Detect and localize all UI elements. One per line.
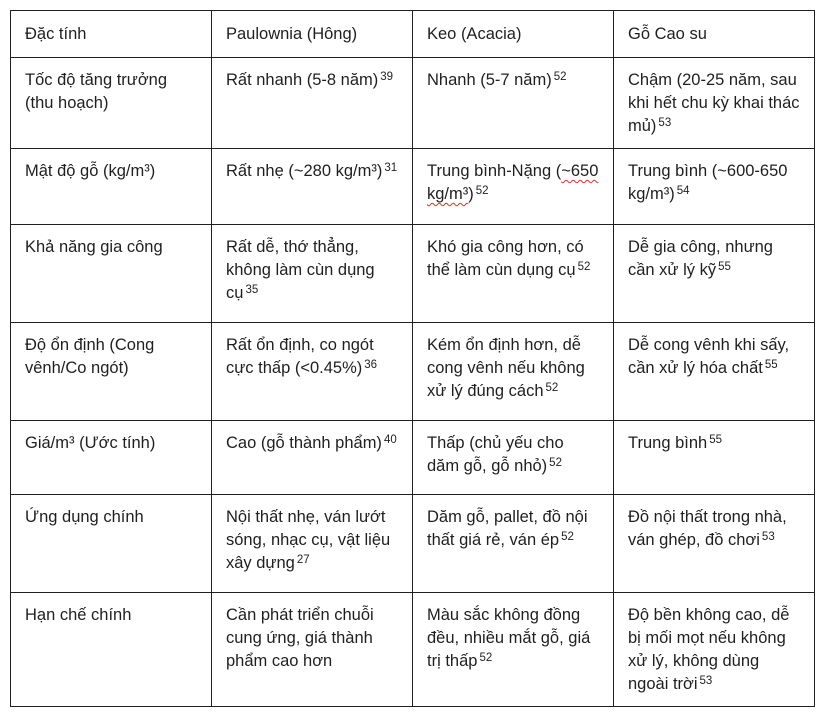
cell-text: Nhanh (5-7 năm) — [427, 71, 552, 89]
table-cell — [413, 593, 614, 707]
table-row — [11, 421, 815, 495]
table-cell — [413, 323, 614, 421]
table-cell — [614, 58, 815, 149]
footnote-ref[interactable]: 52 — [549, 457, 562, 469]
header-paulownia: Paulownia (Hông) — [212, 11, 413, 58]
footnote-ref[interactable]: 55 — [718, 261, 731, 273]
row-label: Hạn chế chính — [11, 593, 212, 707]
cell-text: Trung bình — [628, 434, 708, 452]
cell-text: Nội thất nhẹ, ván lướt sóng, nhạc cụ, vật liệu xây dựng — [226, 508, 391, 572]
footnote-ref[interactable]: 31 — [384, 162, 398, 174]
table-cell — [614, 495, 815, 593]
table-cell — [212, 323, 413, 421]
footnote-ref[interactable]: 39 — [380, 71, 394, 83]
table-row — [11, 323, 815, 421]
cell-text: Trung bình (~600-650 kg/m³) — [628, 162, 788, 203]
table-row — [11, 225, 815, 323]
footnote-ref[interactable]: 52 — [553, 71, 567, 83]
header-acacia: Keo (Acacia) — [413, 11, 614, 58]
table-cell — [614, 323, 815, 421]
table-cell — [614, 225, 815, 323]
row-label: Tốc độ tăng trưởng (thu hoạch) — [11, 58, 212, 149]
cell-text: Màu sắc không đồng đều, nhiều mắt gỗ, giá trị thấp — [427, 606, 591, 670]
row-label: Giá/m³ (Ước tính) — [11, 421, 212, 495]
table-row — [11, 149, 815, 225]
row-label: Mật độ gỗ (kg/m³) — [11, 149, 212, 225]
cell-text: Dễ cong vênh khi sấy, cần xử lý hóa chất — [628, 336, 790, 377]
footnote-ref[interactable]: 53 — [658, 117, 672, 129]
cell-text: Kém ổn định hơn, dễ cong vênh nếu không xử lý đúng cách — [427, 336, 585, 400]
cell-text-prefix: Trung bình-Nặng ( — [427, 162, 562, 180]
table-cell — [413, 58, 614, 149]
table-cell — [413, 421, 614, 495]
table-cell — [212, 593, 413, 707]
table-cell — [614, 149, 815, 225]
table-cell — [212, 421, 413, 495]
header-property: Đặc tính — [11, 11, 212, 58]
footnote-ref[interactable]: 40 — [383, 434, 397, 446]
cell-text: Cao (gỗ thành phẩm) — [226, 434, 382, 452]
row-label: Khả năng gia công — [11, 225, 212, 323]
cell-text: Rất ổn định, co ngót cực thấp (<0.45%) — [226, 336, 374, 377]
table-cell — [614, 421, 815, 495]
cell-text: Dễ gia công, nhưng cần xử lý kỹ — [628, 238, 773, 279]
footnote-ref[interactable]: 52 — [545, 382, 559, 394]
table-row — [11, 495, 815, 593]
cell-text: Rất dễ, thớ thẳng, không làm cùn dụng cụ — [226, 238, 375, 302]
footnote-ref[interactable]: 53 — [699, 675, 713, 687]
cell-text: Rất nhanh (5-8 năm) — [226, 71, 379, 89]
table-cell — [212, 495, 413, 593]
footnote-ref[interactable]: 52 — [561, 531, 574, 543]
footnote-ref[interactable]: 35 — [245, 284, 259, 296]
footnote-ref[interactable]: 54 — [676, 185, 690, 197]
cell-text: Rất nhẹ (~280 kg/m³) — [226, 162, 383, 180]
table-cell — [413, 225, 614, 323]
footnote-ref[interactable]: 52 — [475, 185, 489, 197]
header-row — [11, 11, 815, 58]
footnote-ref[interactable]: 36 — [364, 359, 378, 371]
cell-text: Thấp (chủ yếu cho dăm gỗ, gỗ nhỏ) — [427, 434, 564, 475]
comparison-table — [10, 10, 815, 707]
cell-text: Cần phát triển chuỗi cung ứng, giá thành phẩm cao hơn — [226, 606, 374, 670]
table-cell — [413, 495, 614, 593]
table-cell — [614, 593, 815, 707]
footnote-ref[interactable]: 27 — [296, 554, 310, 566]
cell-text: Dăm gỗ, pallet, đồ nội thất giá rẻ, ván ép — [427, 508, 588, 549]
row-label: Độ ổn định (Cong vênh/Co ngót) — [11, 323, 212, 421]
table-cell — [413, 149, 614, 225]
cell-text: Khó gia công hơn, có thể làm cùn dụng cụ — [427, 238, 584, 279]
spellcheck-marked-text[interactable]: ~650 kg/m³ — [427, 162, 599, 203]
footnote-ref[interactable]: 55 — [709, 434, 722, 446]
table-row — [11, 58, 815, 149]
table-cell — [212, 149, 413, 225]
table-row — [11, 593, 815, 707]
footnote-ref[interactable]: 52 — [577, 261, 591, 273]
cell-text: Đồ nội thất trong nhà, ván ghép, đồ chơi — [628, 508, 787, 549]
cell-text-suffix: ) — [468, 185, 474, 203]
footnote-ref[interactable]: 55 — [764, 359, 778, 371]
row-label: Ứng dụng chính — [11, 495, 212, 593]
footnote-ref[interactable]: 53 — [761, 531, 775, 543]
table-cell — [212, 225, 413, 323]
cell-text: Độ bền không cao, dễ bị mối mọt nếu không xử lý, không dùng ngoài trời — [628, 606, 790, 693]
footnote-ref[interactable]: 52 — [479, 652, 493, 664]
cell-text: Chậm (20-25 năm, sau khi hết chu kỳ khai thác mủ) — [628, 71, 800, 135]
table-cell — [212, 58, 413, 149]
header-rubberwood: Gỗ Cao su — [614, 11, 815, 58]
